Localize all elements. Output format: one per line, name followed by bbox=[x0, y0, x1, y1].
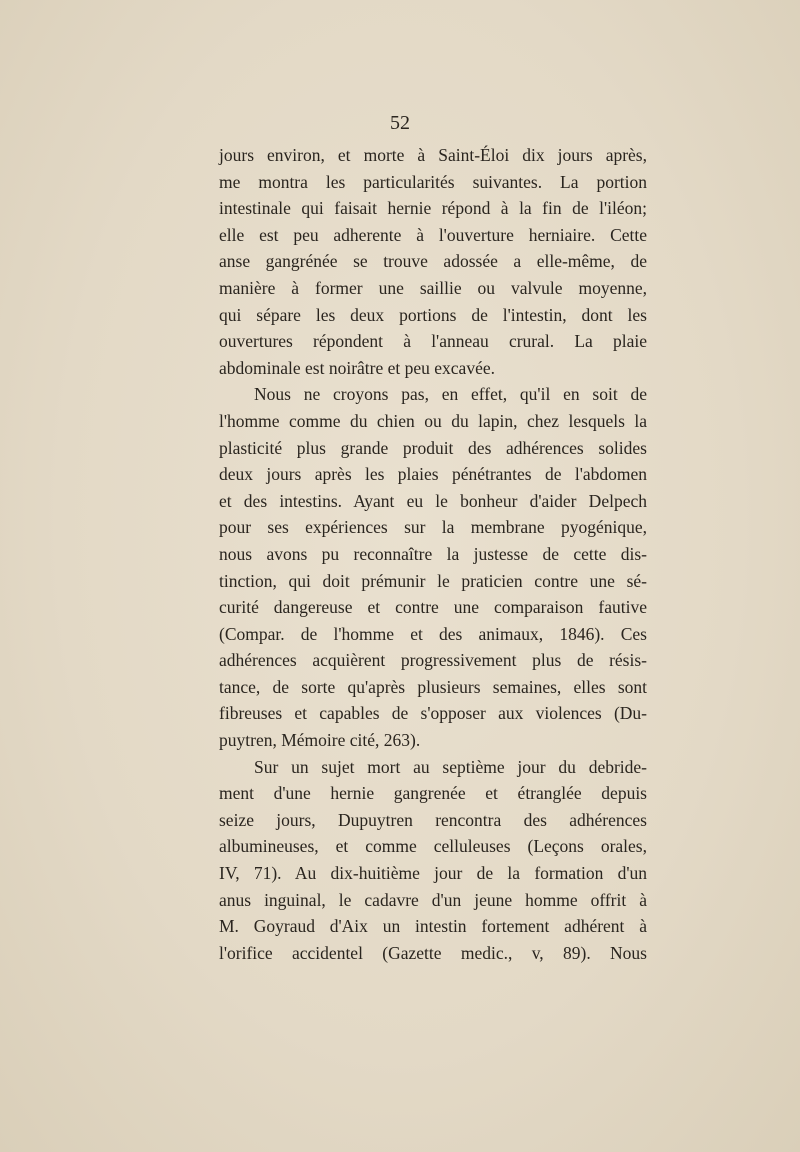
text-line: tance, de sorte qu'après plusieurs semaines, elles sont bbox=[219, 676, 647, 697]
text-line: anus inguinal, le cadavre d'un jeune homme offrit à bbox=[219, 889, 647, 910]
text-line: anse gangrénée se trouve adossée a elle-même, de bbox=[219, 251, 647, 272]
text-line: puytren, Mémoire cité, 263). bbox=[219, 730, 421, 751]
text-line: intestinale qui faisait hernie répond à la fin de l'iléon; bbox=[219, 198, 647, 219]
text-line: me montra les particularités suivantes. La portion bbox=[219, 171, 647, 192]
text-line: abdominale est noirâtre et peu excavée. bbox=[219, 357, 495, 378]
text-line: adhérences acquièrent progressivement plus de résis- bbox=[219, 650, 647, 671]
text-line: M. Goyraud d'Aix un intestin fortement adhérent à bbox=[219, 916, 647, 937]
text-line: l'homme comme du chien ou du lapin, chez lesquels la bbox=[219, 410, 647, 431]
text-line: pour ses expériences sur la membrane pyogénique, bbox=[219, 517, 647, 538]
text-line: tinction, qui doit prémunir le praticien contre une sé- bbox=[219, 570, 647, 591]
text-line: fibreuses et capables de s'opposer aux violences (Du- bbox=[219, 703, 647, 724]
text-line: Sur un sujet mort au septième jour du debride- bbox=[254, 756, 647, 777]
text-line: curité dangereuse et contre une comparaison fautive bbox=[219, 597, 647, 618]
text-line: ouvertures répondent à l'anneau crural. La plaie bbox=[219, 331, 647, 352]
body-text bbox=[219, 142, 647, 966]
text-line: Nous ne croyons pas, en effet, qu'il en soit de bbox=[254, 384, 647, 405]
text-line: seize jours, Dupuytren rencontra des adhérences bbox=[219, 809, 647, 830]
text-line: (Compar. de l'homme et des animaux, 1846). Ces bbox=[219, 623, 647, 644]
text-line: deux jours après les plaies pénétrantes de l'abdomen bbox=[219, 464, 647, 485]
text-line: l'orifice accidentel (Gazette medic., v, 89). Nous bbox=[219, 942, 647, 963]
text-line: qui sépare les deux portions de l'intestin, dont les bbox=[219, 304, 647, 325]
page-number: 52 bbox=[390, 112, 410, 134]
text-line: nous avons pu reconnaître la justesse de cette dis- bbox=[219, 543, 647, 564]
text-line: et des intestins. Ayant eu le bonheur d'aider Delpech bbox=[219, 490, 647, 511]
text-line: elle est peu adherente à l'ouverture herniaire. Cette bbox=[219, 224, 647, 245]
text-line: manière à former une saillie ou valvule moyenne, bbox=[219, 277, 647, 298]
text-line: jours environ, et morte à Saint-Éloi dix jours après, bbox=[219, 145, 647, 165]
text-line: IV, 71). Au dix-huitième jour de la formation d'un bbox=[219, 863, 647, 884]
text-line: plasticité plus grande produit des adhérences solides bbox=[219, 437, 647, 458]
text-line: ment d'une hernie gangrenée et étranglée depuis bbox=[219, 783, 647, 804]
text-line: albumineuses, et comme celluleuses (Leçons orales, bbox=[219, 836, 647, 857]
